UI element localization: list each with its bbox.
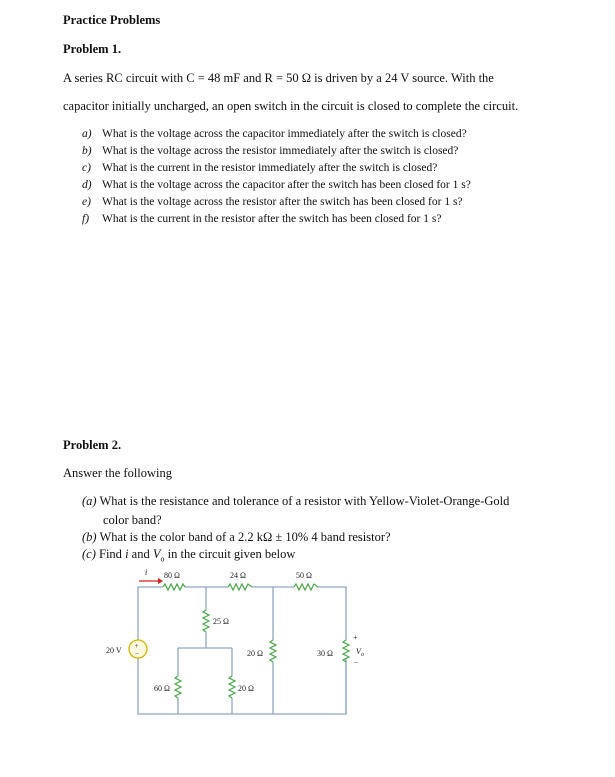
question-a-label: (a) <box>82 494 97 508</box>
problem1-text-line1: A series RC circuit with C = 48 mF and R = 50 Ω is driven by a 24 V source. With the <box>63 71 494 85</box>
question-c-v: V <box>152 547 161 561</box>
problem1-question-label: b) <box>82 145 92 157</box>
question-c-rest: in the circuit given below <box>167 547 296 561</box>
label-50: 50 Ω <box>296 571 312 580</box>
current-arrow-head <box>158 578 163 584</box>
problem1-title: Problem 1. <box>63 42 122 56</box>
source-plus: + <box>134 642 139 650</box>
question-c-and: and <box>131 547 150 561</box>
problem1-question-label: a) <box>82 128 92 140</box>
problem1-text-line2: capacitor initially uncharged, an open switch in the circuit is closed to complete the circuit. <box>63 99 519 113</box>
question-c-find: Find <box>99 547 122 561</box>
wire-left-top <box>138 587 163 640</box>
label-25: 25 Ω <box>213 617 229 626</box>
resistor-20a <box>270 640 276 662</box>
problem1-question-text: What is the voltage across the capacitor after the switch has been closed for 1 s? <box>102 179 471 191</box>
question-c-i: i <box>125 547 129 561</box>
resistor-20b <box>229 676 235 698</box>
label-20b: 20 Ω <box>238 684 254 693</box>
question-b-text: What is the color band of a 2.2 kΩ ± 10% 4 band resistor? <box>99 530 391 544</box>
problem1-question-text: What is the current in the resistor after the switch has been closed for 1 s? <box>102 213 442 225</box>
label-source: 20 V <box>106 646 122 655</box>
problem1-question-text: What is the voltage across the resistor immediately after the switch is closed? <box>102 145 459 157</box>
question-b-label: (b) <box>82 530 97 544</box>
problem1-question-label: f) <box>82 213 90 225</box>
problem1-question-text: What is the voltage across the resistor after the switch has been closed for 1 s? <box>102 196 463 208</box>
label-60: 60 Ω <box>154 684 170 693</box>
label-30: 30 Ω <box>317 649 333 658</box>
page-heading: Practice Problems <box>63 13 161 27</box>
vo-label: V <box>356 647 361 656</box>
problem1-question-text: What is the voltage across the capacitor immediately after the switch is closed? <box>102 128 467 140</box>
vo-plus: + <box>353 633 358 642</box>
problem2-title: Problem 2. <box>63 438 122 452</box>
question-a-text-cont: color band? <box>103 513 162 527</box>
problem1-question-label: e) <box>82 196 91 208</box>
resistor-25 <box>203 610 209 632</box>
label-20a: 20 Ω <box>247 649 263 658</box>
current-label: i <box>145 568 148 577</box>
resistor-30 <box>343 640 349 662</box>
question-a-text: What is the resistance and tolerance of a resistor with Yellow-Violet-Orange-Gold <box>99 494 510 508</box>
question-c-label: (c) <box>82 547 96 561</box>
label-80: 80 Ω <box>164 571 180 580</box>
source-minus: − <box>135 650 139 658</box>
problem1-question-text: What is the current in the resistor immediately after the switch is closed? <box>102 162 438 174</box>
resistor-50 <box>294 584 318 590</box>
problem1-question-label: c) <box>82 162 91 174</box>
vo-sub: o <box>361 652 364 658</box>
resistor-60 <box>175 676 181 698</box>
vo-minus: − <box>354 658 359 667</box>
label-24: 24 Ω <box>230 571 246 580</box>
question-c-v-sub: o <box>160 554 165 564</box>
resistor-80 <box>163 584 185 590</box>
resistor-24 <box>228 584 252 590</box>
problem1-question-label: d) <box>82 179 92 191</box>
problem2-intro: Answer the following <box>63 466 173 480</box>
wire-top-right <box>318 587 346 640</box>
